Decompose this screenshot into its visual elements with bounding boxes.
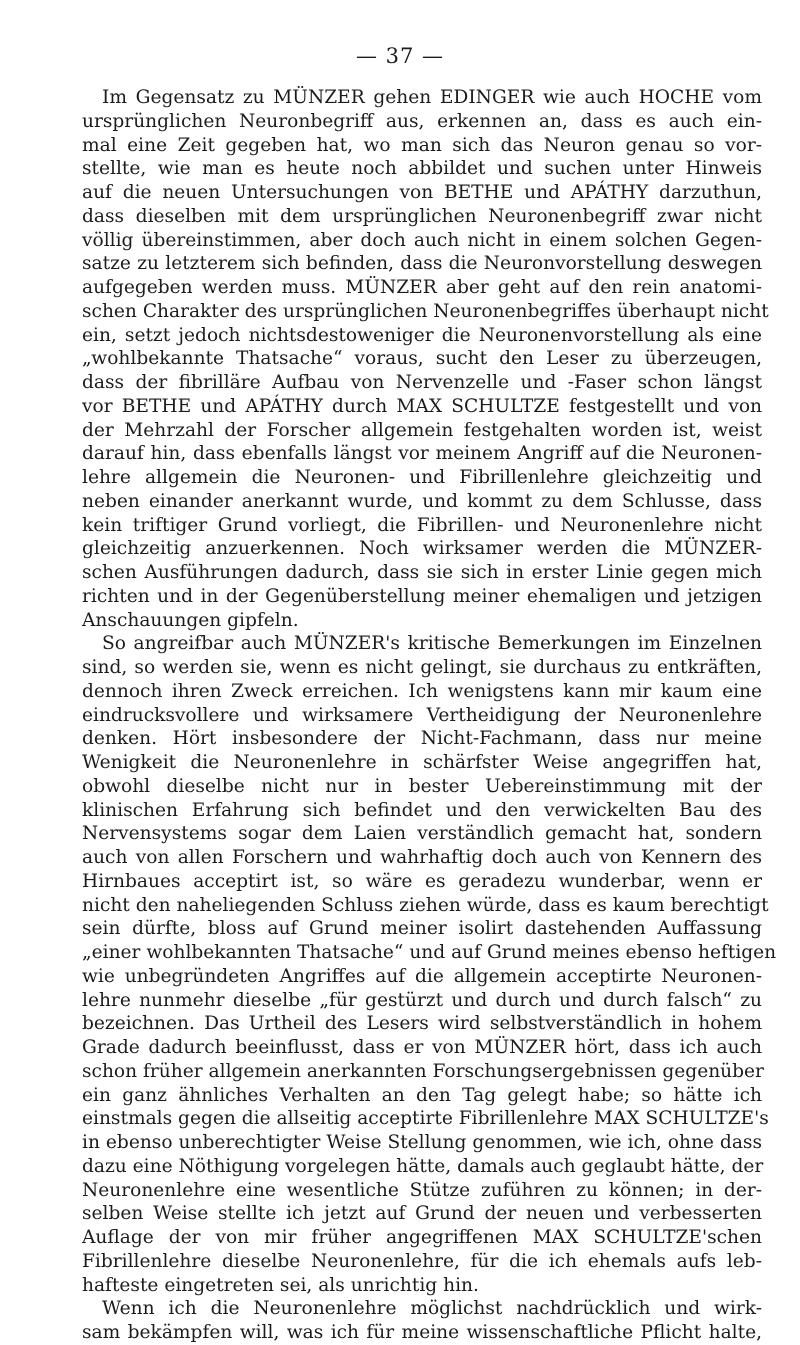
text-line: „wohlbekannte Thatsache“ voraus, sucht den Leser zu überzeugen,	[82, 348, 762, 370]
text-line: richten und in der Gegenüberstellung meiner ehemaligen und jetzigen	[82, 585, 762, 607]
text-line: sam bekämpfen will, was ich für meine wissenschaftliche Pflicht halte,	[82, 1322, 762, 1343]
text-line: selben Weise stellte ich jetzt auf Grund der neuen und verbesserten	[82, 1203, 762, 1225]
text-line: Hirnbaues acceptirt ist, so wäre es geradezu wunderbar, wenn er	[82, 870, 762, 892]
text-line: darauf hin, dass ebenfalls längst vor meinem Angriff auf die Neuronen-	[82, 443, 762, 465]
text-line: vor BETHE und APÁTHY durch MAX SCHULTZE festgestellt und von	[82, 395, 762, 417]
text-line: in ebenso unberechtigter Weise Stellung genommen, wie ich, ohne dass	[82, 1132, 762, 1153]
text-line: völlig übereinstimmen, aber doch auch nicht in einem solchen Gegen-	[82, 229, 762, 251]
text-line: schen Charakter des ursprünglichen Neuronenbegriffes überhaupt nicht	[82, 300, 769, 322]
text-line: Anschauungen gipfeln.	[82, 609, 299, 631]
text-line: Nervensystems sogar dem Laien verständlich gemacht hat, sondern	[82, 823, 762, 845]
text-line: „einer wohlbekannten Thatsache“ und auf Grund meines ebenso heftigen	[82, 942, 777, 963]
text-line: der Mehrzahl der Forscher allgemein festgehalten worden ist, weist	[82, 419, 762, 441]
text-line: mal eine Zeit gegeben hat, wo man sich das Neuron genau so vor-	[82, 134, 762, 156]
text-line: dass der fibrilläre Aufbau von Nervenzelle und -Faser schon längst	[82, 372, 762, 393]
text-line: stellte, wie man es heute noch abbildet und suchen unter Hinweis	[82, 158, 762, 180]
text-line: satze zu letzterem sich befinden, dass die Neuronvorstellung deswegen	[82, 253, 762, 275]
text-line: eindrucksvollere und wirksamere Vertheidigung der Neuronenlehre	[82, 704, 762, 726]
text-line: ein ganz ähnliches Verhalten an den Tag gelegt habe; so hätte ich	[82, 1084, 762, 1106]
text-line: einstmals gegen die allseitig acceptirte Fibrillenlehre MAX SCHULTZE's	[82, 1108, 769, 1130]
text-line: auf die neuen Untersuchungen von BETHE und APÁTHY darzuthun,	[82, 182, 762, 203]
text-line: obwohl dieselbe nicht nur in bester Uebereinstimmung mit der	[82, 775, 762, 797]
text-line: sind, so werden sie, wenn es nicht gelingt, sie durchaus zu entkräften,	[82, 657, 762, 678]
text-line: auch von allen Forschern und wahrhaftig doch auch von Kennern des	[82, 847, 762, 868]
text-line: So angreifbar auch MÜNZER's kritische Bemerkungen im Einzelnen	[102, 633, 762, 655]
body-text	[82, 86, 777, 1345]
text-line: bezeichnen. Das Urtheil des Lesers wird selbstverständlich in hohem	[82, 1013, 762, 1035]
text-line: wie unbegründeten Angriffes auf die allgemein acceptirte Neuronen-	[82, 965, 762, 987]
text-line: Grade dadurch beeinflusst, dass er von MÜNZER hört, dass ich auch	[82, 1037, 762, 1058]
text-line: lehre nunmehr dieselbe „für gestürzt und durch und durch falsch“ zu	[82, 989, 762, 1011]
text-line: dass dieselben mit dem ursprünglichen Neuronenbegriff zwar nicht	[82, 205, 762, 227]
page-number: — 37 —	[355, 44, 445, 68]
text-line: dennoch ihren Zweck erreichen. Ich wenigstens kann mir kaum eine	[82, 680, 762, 702]
text-line: gleichzeitig anzuerkennen. Noch wirksamer werden die MÜNZER-	[82, 538, 762, 560]
text-line: neben einander anerkannt wurde, und kommt zu dem Schlusse, dass	[82, 490, 762, 512]
text-line: aufgegeben werden muss. MÜNZER aber geht auf den rein anatomi-	[82, 277, 762, 298]
text-line: dazu eine Nöthigung vorgelegen hätte, damals auch geglaubt hätte, der	[82, 1155, 764, 1177]
text-line: lehre allgemein die Neuronen- und Fibrillenlehre gleichzeitig und	[82, 467, 762, 488]
text-line: denken. Hört insbesondere der Nicht-Fachmann, dass nur meine	[82, 728, 762, 750]
text-line: schon früher allgemein anerkannten Forschungsergebnissen gegenüber	[82, 1060, 764, 1082]
text-line: schen Ausführungen dadurch, dass sie sich in erster Linie gegen mich	[82, 562, 762, 583]
text-line: Fibrillenlehre dieselbe Neuronenlehre, für die ich ehemals aufs leb-	[82, 1250, 762, 1272]
text-line: Neuronenlehre eine wesentliche Stütze zuführen zu können; in der-	[82, 1179, 762, 1201]
text-line: Auflage der von mir früher angegriffenen MAX SCHULTZE'schen	[82, 1227, 762, 1248]
text-line: Wenn ich die Neuronenlehre möglichst nachdrücklich und wirk-	[102, 1298, 762, 1320]
text-line: hafteste eingetreten sei, als unrichtig hin.	[82, 1274, 479, 1296]
text-line: ursprünglichen Neuronbegriff aus, erkennen an, dass es auch ein-	[82, 110, 762, 132]
text-line: sein dürfte, bloss auf Grund meiner isolirt dastehenden Auffassung	[82, 918, 762, 940]
text-line: nicht den naheliegenden Schluss ziehen würde, dass es kaum berechtigt	[82, 894, 769, 916]
text-line: Wenigkeit die Neuronenlehre in schärfster Weise angegriffen hat,	[82, 752, 762, 773]
text-line: klinischen Erfahrung sich befindet und den verwickelten Bau des	[82, 799, 762, 821]
text-line: kein triftiger Grund vorliegt, die Fibrillen- und Neuronenlehre nicht	[82, 514, 762, 536]
text-line: ein, setzt jedoch nichtsdestoweniger die Neuronenvorstellung als eine	[82, 324, 762, 346]
text-line: Im Gegensatz zu MÜNZER gehen EDINGER wie auch HOCHE vom	[102, 87, 762, 108]
